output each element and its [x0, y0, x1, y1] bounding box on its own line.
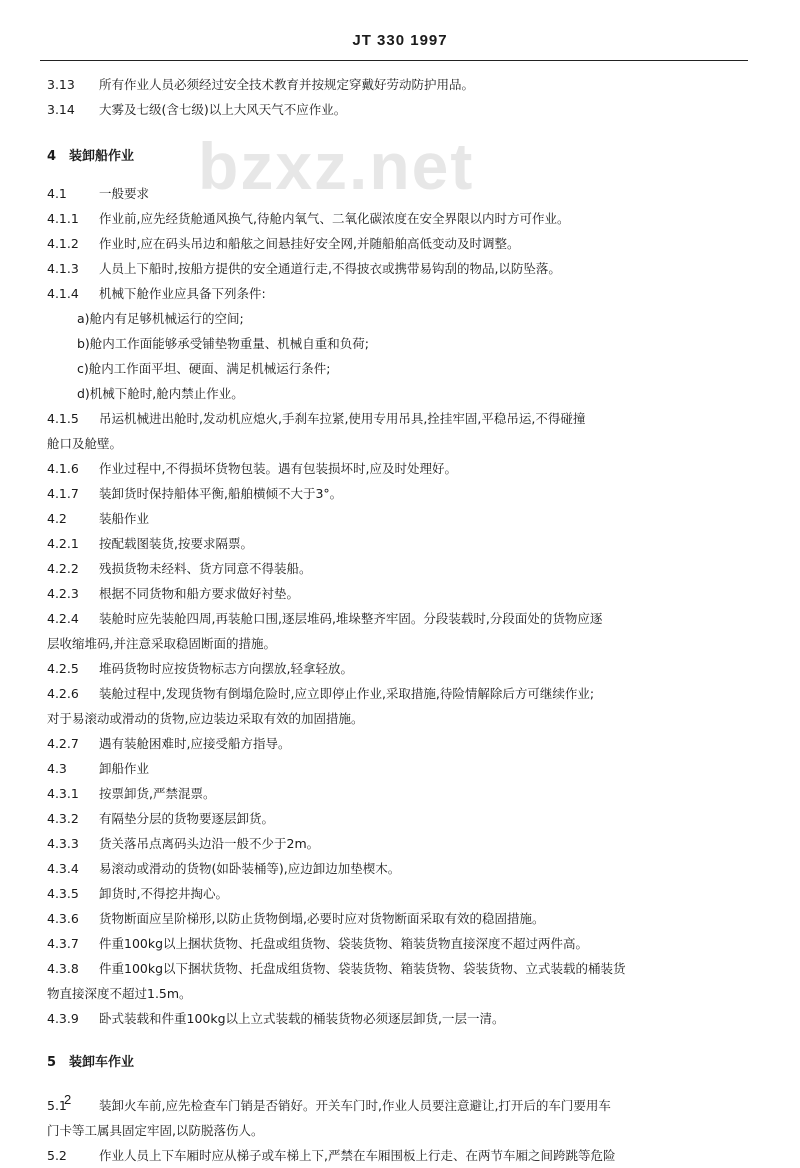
clause-4-3-4	[47, 856, 747, 881]
header-rule	[40, 60, 748, 61]
clause-number: 4.3.7	[47, 936, 79, 951]
clause-text: 舱口及舱壁。	[47, 436, 123, 451]
list-item	[47, 306, 747, 331]
clause-4-3-3	[47, 831, 747, 856]
clause-continuation	[47, 706, 747, 731]
clause-text: 装舱过程中,发现货物有倒塌危险时,应立即停止作业,采取措施,待险情解除后方可继续作业;	[99, 686, 595, 701]
clause-text: 作业过程中,不得损坏货物包装。遇有包装损坏时,应及时处理好。	[99, 461, 457, 476]
clause-4-3-1	[47, 781, 747, 806]
clause-number: 4.1.3	[47, 261, 79, 276]
clause-text: 装舱时应先装舱四周,再装舱口围,逐层堆码,堆垛整齐牢固。分段装载时,分段面处的货物应逐	[99, 611, 603, 626]
clause-text: 装卸火车前,应先检查车门销是否销好。开关车门时,作业人员要注意避让,打开后的车门要用车	[99, 1098, 611, 1113]
list-item-text: b)舱内工作面能够承受铺垫物重量、机械自重和负荷;	[77, 336, 370, 351]
document-body	[47, 72, 747, 1168]
clause-continuation	[47, 981, 747, 1006]
clause-number: 4.3	[47, 761, 67, 776]
clause-4-1-1	[47, 206, 747, 231]
clause-text: 作业前,应先经货舱通风换气,待舱内氧气、二氧化碳浓度在安全界限以内时方可作业。	[99, 211, 570, 226]
clause-4-2	[47, 506, 747, 531]
clause-4-3-9	[47, 1006, 747, 1031]
clause-4-2-3	[47, 581, 747, 606]
clause-number: 4.2.6	[47, 686, 79, 701]
clause-continuation	[47, 431, 747, 456]
list-item-text: d)机械下舱时,舱内禁止作业。	[77, 386, 244, 401]
clause-number: 5.1	[47, 1098, 67, 1113]
clause-number: 4.1.5	[47, 411, 79, 426]
clause-text: 堆码货物时应按货物标志方向摆放,轻拿轻放。	[99, 661, 353, 676]
clause-text: 对于易滚动或滑动的货物,应边装边采取有效的加固措施。	[47, 711, 364, 726]
clause-number: 4.3.6	[47, 911, 79, 926]
clause-text: 残损货物未经料、货方同意不得装船。	[99, 561, 312, 576]
clause-4-2-2	[47, 556, 747, 581]
clause-text: 作业人员上下车厢时应从梯子或车梯上下,严禁在车厢围板上行走、在两节车厢之间跨跳等危险	[99, 1148, 616, 1163]
clause-4-3	[47, 756, 747, 781]
clause-text: 装船作业	[99, 511, 150, 526]
clause-number: 4.1.1	[47, 211, 79, 226]
clause-text: 一般要求	[99, 186, 150, 201]
clause-4-1-5	[47, 406, 747, 431]
clause-text: 人员上下船时,按船方提供的安全通道行走,不得披衣或携带易钩刮的物品,以防坠落。	[99, 261, 561, 276]
clause-4-1-6	[47, 456, 747, 481]
clause-number: 4.3.8	[47, 961, 79, 976]
clause-text: 有隔垫分层的货物要逐层卸货。	[99, 811, 275, 826]
clause-number: 4.2	[47, 511, 67, 526]
watermark: bzxz.net	[198, 129, 475, 203]
clause-number: 4.2.1	[47, 536, 79, 551]
clause-4-1-4	[47, 281, 747, 306]
clause-number: 4.3.4	[47, 861, 79, 876]
clause-number: 3.13	[47, 77, 75, 92]
clause-number: 4.1.2	[47, 236, 79, 251]
clause-number: 3.14	[47, 102, 75, 117]
clause-4-3-5	[47, 881, 747, 906]
clause-number: 4.2.4	[47, 611, 79, 626]
clause-number: 4.2.7	[47, 736, 79, 751]
clause-text: 卧式装载和件重100kg以上立式装载的桶装货物必须逐层卸货,一层一清。	[99, 1011, 505, 1026]
clause-4-1-7	[47, 481, 747, 506]
section-title: 装卸船作业	[69, 149, 135, 164]
clause-text: 吊运机械进出舱时,发动机应熄火,手刹车拉紧,使用专用吊具,拴挂牢固,平稳吊运,不得碰撞	[99, 411, 586, 426]
clause-4-2-1	[47, 531, 747, 556]
section-number: 4	[47, 149, 57, 164]
clause-text: 易滚动或滑动的货物(如卧装桶等),应边卸边加垫楔木。	[99, 861, 401, 876]
page-header: JT 330 1997	[352, 32, 448, 49]
clause-4-2-6	[47, 681, 747, 706]
clause-3-13	[47, 72, 747, 97]
clause-number: 4.3.9	[47, 1011, 79, 1026]
clause-4-2-5	[47, 656, 747, 681]
list-item	[47, 356, 747, 381]
clause-number: 4.2.5	[47, 661, 79, 676]
clause-number: 4.1.6	[47, 461, 79, 476]
clause-number: 4.3.1	[47, 786, 79, 801]
clause-number: 4.1	[47, 186, 67, 201]
clause-continuation	[47, 1118, 747, 1143]
clause-4-1	[47, 181, 747, 206]
section-heading-5	[47, 1050, 747, 1075]
section-title: 装卸车作业	[69, 1055, 135, 1070]
clause-number: 4.2.3	[47, 586, 79, 601]
clause-text: 所有作业人员必须经过安全技术教育并按规定穿戴好劳动防护用品。	[99, 77, 475, 92]
clause-3-14	[47, 97, 747, 122]
clause-text: 根据不同货物和船方要求做好衬垫。	[99, 586, 300, 601]
clause-text: 大雾及七级(含七级)以上大风天气不应作业。	[99, 102, 347, 117]
clause-number: 5.2	[47, 1148, 67, 1163]
clause-text: 件重100kg以下捆状货物、托盘成组货物、袋装货物、箱装货物、袋装货物、立式装载的桶装货	[99, 961, 626, 976]
list-item	[47, 381, 747, 406]
clause-number: 4.1.4	[47, 286, 79, 301]
clause-text: 货物断面应呈阶梯形,以防止货物倒塌,必要时应对货物断面采取有效的稳固措施。	[99, 911, 545, 926]
clause-number: 4.3.2	[47, 811, 79, 826]
clause-4-3-8	[47, 956, 747, 981]
clause-number: 4.2.2	[47, 561, 79, 576]
clause-text: 机械下舱作业应具备下列条件:	[99, 286, 266, 301]
clause-4-1-3	[47, 256, 747, 281]
clause-continuation	[47, 631, 747, 656]
list-item	[47, 331, 747, 356]
clause-4-3-2	[47, 806, 747, 831]
clause-text: 按票卸货,严禁混票。	[99, 786, 216, 801]
clause-text: 装卸货时保持船体平衡,船舶横倾不大于3°。	[99, 486, 343, 501]
clause-text: 遇有装舱困难时,应接受船方指导。	[99, 736, 291, 751]
clause-4-3-7	[47, 931, 747, 956]
list-item-text: a)舱内有足够机械运行的空间;	[77, 311, 244, 326]
clause-number: 4.1.7	[47, 486, 79, 501]
clause-5-1	[47, 1093, 747, 1118]
list-item-text: c)舱内工作面平坦、硬面、满足机械运行条件;	[77, 361, 331, 376]
clause-text: 卸货时,不得挖井掏心。	[99, 886, 228, 901]
clause-4-3-6	[47, 906, 747, 931]
section-heading-4	[47, 144, 747, 169]
clause-text: 作业时,应在码头吊边和船舷之间悬挂好安全网,并随船舶高低变动及时调整。	[99, 236, 520, 251]
clause-text: 门卡等工属具固定牢固,以防脱落伤人。	[47, 1123, 264, 1138]
clause-number: 4.3.3	[47, 836, 79, 851]
section-number: 5	[47, 1055, 57, 1070]
clause-number: 4.3.5	[47, 886, 79, 901]
clause-text: 按配载图装货,按要求隔票。	[99, 536, 253, 551]
clause-text: 物直接深度不超过1.5m。	[47, 986, 192, 1001]
clause-text: 货关落吊点离码头边沿一般不少于2m。	[99, 836, 320, 851]
page-number: 2	[64, 1092, 72, 1107]
clause-text: 层收缩堆码,并注意采取稳固断面的措施。	[47, 636, 276, 651]
clause-4-1-2	[47, 231, 747, 256]
clause-text: 件重100kg以上捆状货物、托盘或组货物、袋装货物、箱装货物直接深度不超过两件高。	[99, 936, 589, 951]
clause-text: 卸船作业	[99, 761, 150, 776]
clause-5-2	[47, 1143, 747, 1168]
clause-4-2-4	[47, 606, 747, 631]
clause-4-2-7	[47, 731, 747, 756]
